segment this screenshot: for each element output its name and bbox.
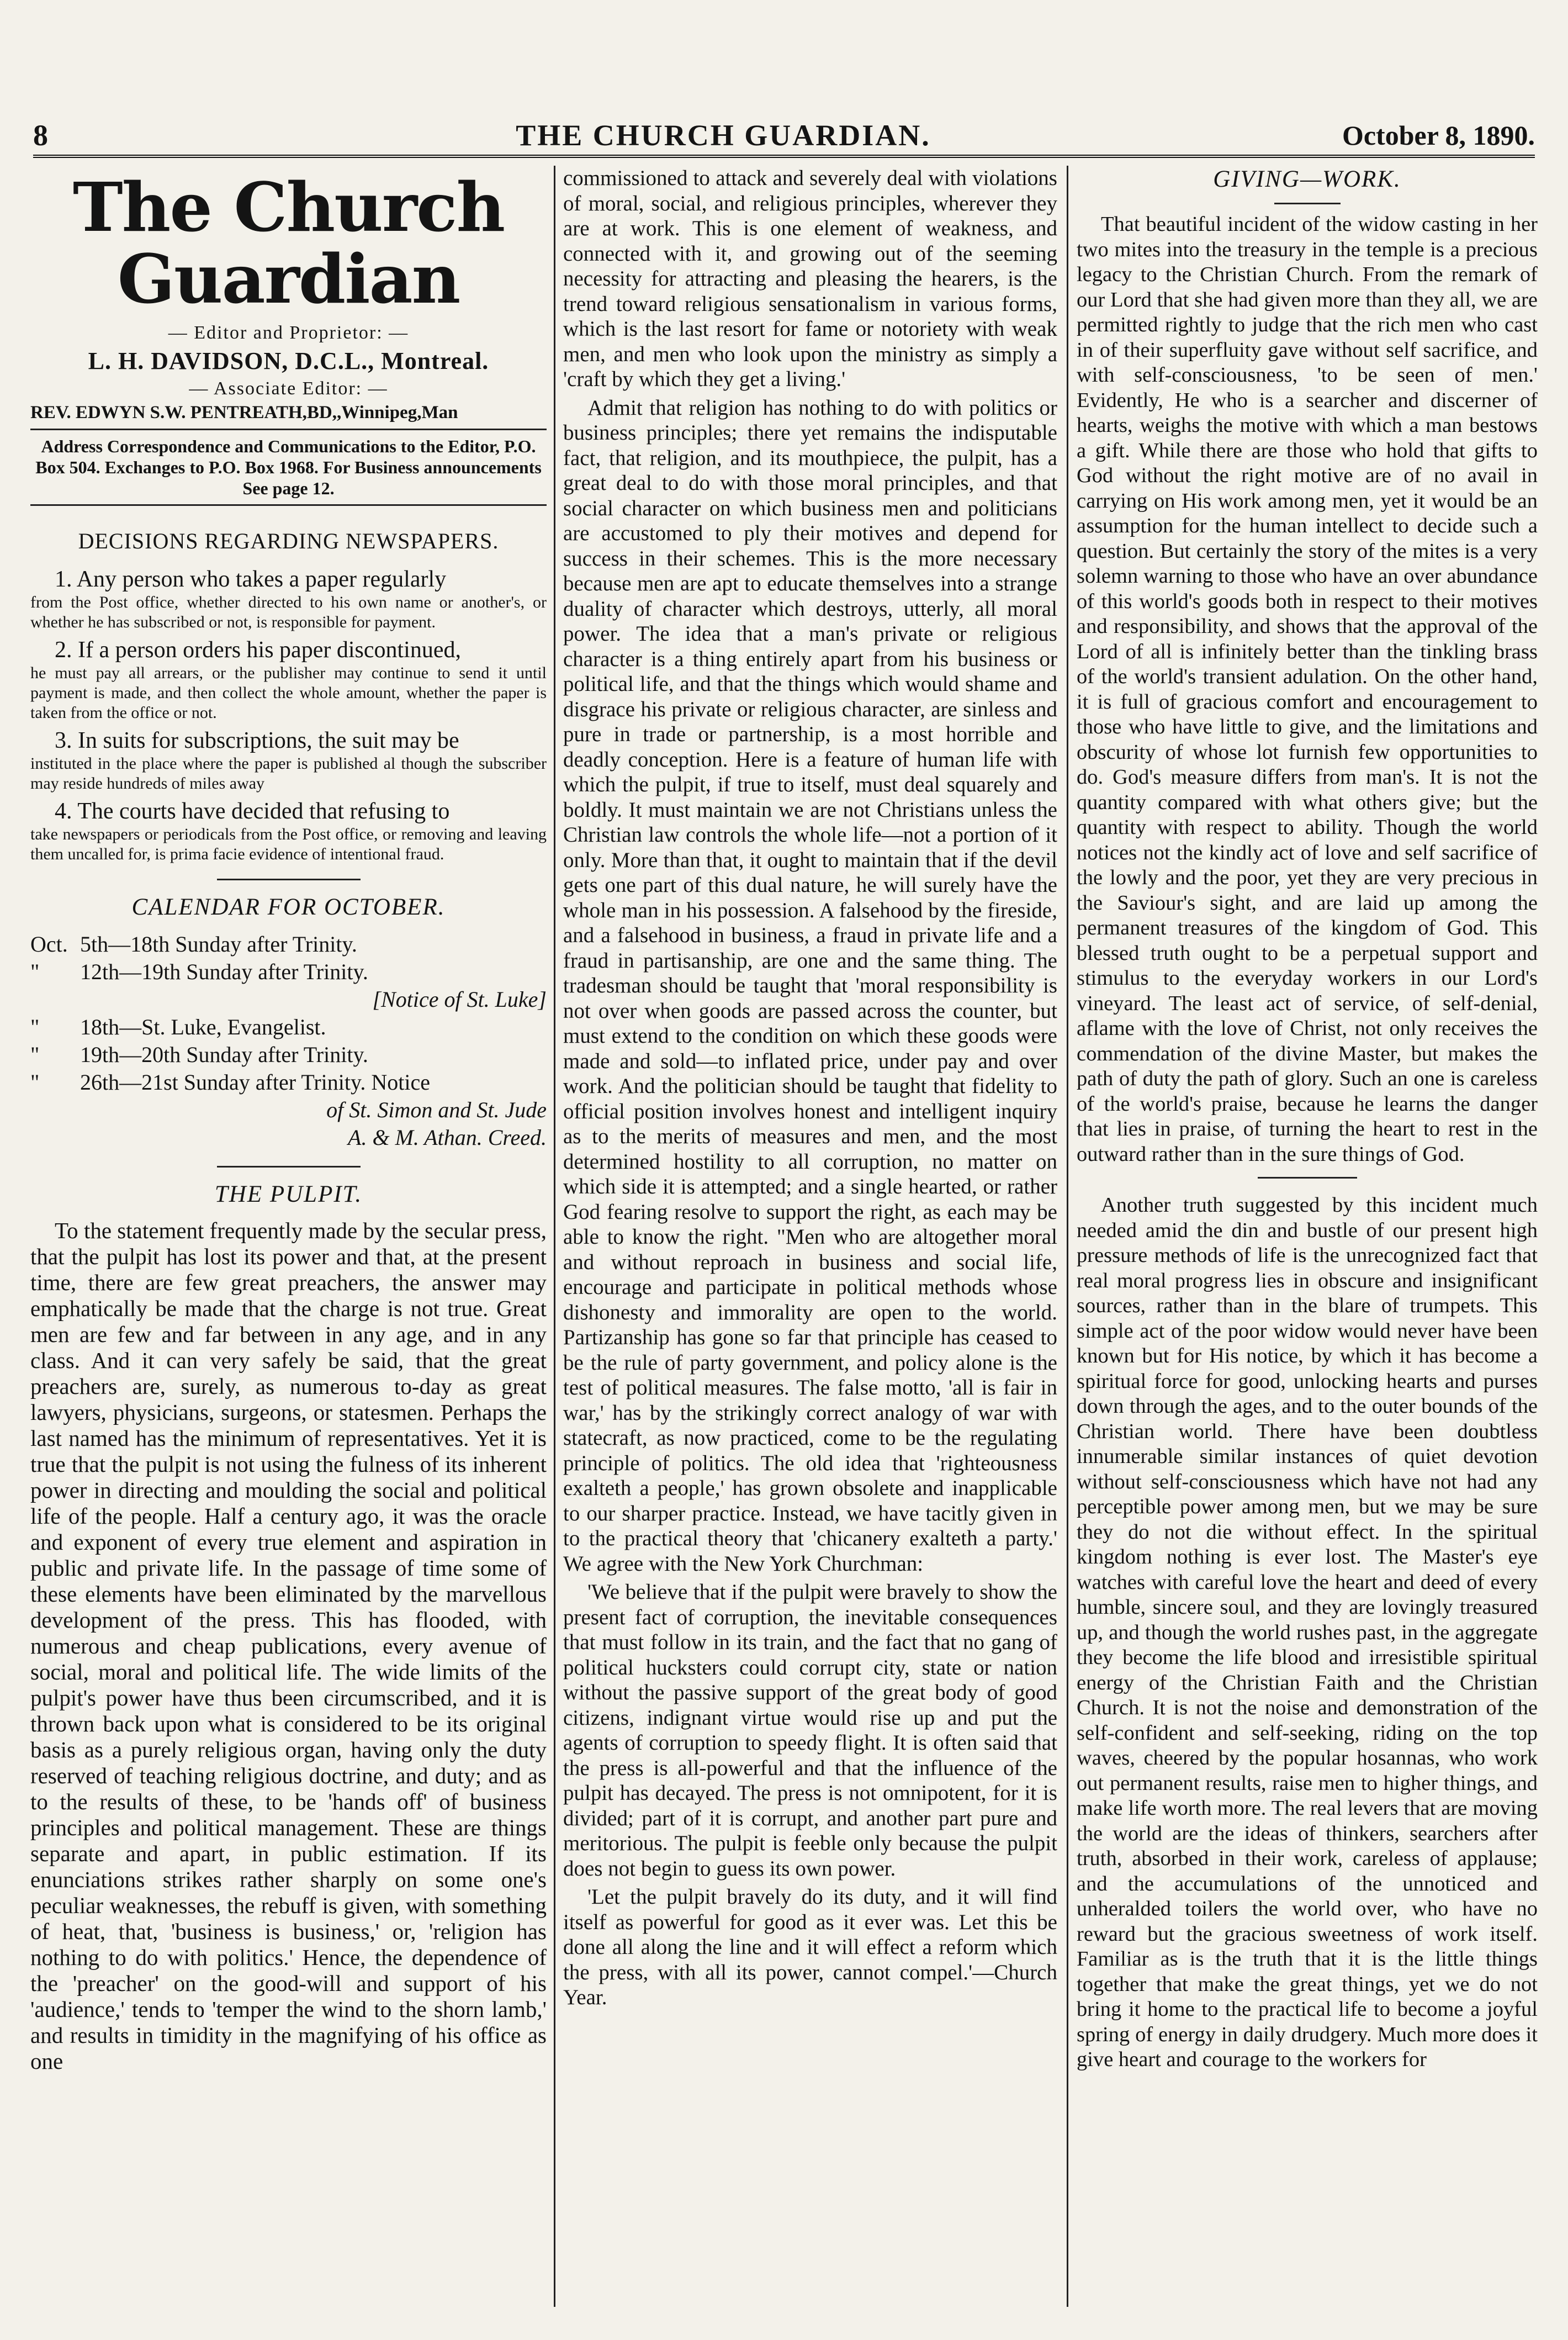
section-rule: [1274, 203, 1341, 204]
article-paragraph: To the statement frequently made by the secular press, that the pulpit has lost its power and that, at the present time, there are few great preachers, the answer may emphatically be made that the charge is not true. Great men are few and far between in any age, and in any class. And it can very safely be said, that the great preachers are, surely, as numerous to-day as great lawyers, physicians, surgeons, or statesmen. Perhaps the last named has the minimum of representatives. Yet it is true that the pulpit is not using the fulness of its inherent power in directing and moulding the social and political life of the people. Half a century ago, it was the oracle and exponent of every true element and aspiration in public and private life. In the passage of time some of these elements have been eliminated by the marvellous development of the press. This has flooded, with numerous and cheap publications, every avenue of social, moral and political life. The wide limits of the pulpit's power have thus been circumscribed, and it is thrown back upon what is considered to be its original basis as a purely religious organ, having only the duty reserved of teaching religious doctrine, and duty; and as to the results of these, to be 'hands off' of business principles and political management. These are things separate and apart, in public estimation. If its enunciations strikes rather sharply on some one's peculiar weaknesses, the rebuff is given, with something of heat, that, 'business is business,' or, 'religion has nothing to do with politics.' Hence, the dependence of the 'preacher' on the good-will and support of his 'audience,' tends to 'temper the wind to the shorn lamb,' and results in timidity in the magnifying of his office as one: [30, 1218, 547, 2074]
issue-date: October 8, 1890.: [1342, 120, 1535, 151]
article-paragraph: That beautiful incident of the widow casting in her two mites into the treasury in the temple is a precious legacy to the Christian Church. From the remark of our Lord that she had given more than they all, we are permitted rightly to judge that the rich men who cast in of their superfluity gave without self sacrifice, and with self-consciousness, 'to be seen of men.' Evidently, He who is a searcher and discerner of hearts, weighs the motive with which a man bestows a gift. While there are those who hold that gifts to God without the right motive are of no avail in carrying on His work among men, yet it would be an assumption for the human intellect to decide such a question. But certainly the story of the mites is a very solemn warning to those who have an over abundance of this world's goods both in respect to their motives and responsibility, and shows that the approval of the Lord of all is infinitely better than the tinkling brass of the world's transient adulation. On the other hand, it is full of gracious comfort and encouragement to those who have little to give, and the limitations and obscurity of whose lot furnish few opportunities to do. God's measure differs from man's. It is not the quantity compared with what others give; but the quantity with respect to ability. Though the world notices not the kindly act of love and self sacrifice of the lowly and the poor, yet they are very precious in the Saviour's sight, and are laid up among the permanent treasures of the kingdom of God. This blessed truth ought to be a perpetual support and stimulus to the everyday workers in our Lord's vineyard. The least act of service, of self-denial, aflame with the love of Christ, not only receives the commendation of the divine Master, but makes the path of duty the path of glory. Such an one is careless of the world's praise, because he learns the danger that lies in praise, of turning the heart to rest in the outward rather than in the sure things of God.: [1077, 213, 1538, 1166]
decision-item: 2. If a person orders his paper discontinued, he must pay all arrears, or the publisher may continue to send it until payment is made, and then collect the whole amount, whether the paper is taken from the office or not.: [30, 637, 547, 722]
page-number: 8: [33, 119, 48, 152]
calendar-row: " 12th—19th Sunday after Trinity.: [30, 959, 368, 984]
calendar-list: [30, 931, 547, 1151]
section-rule: [217, 879, 361, 880]
calendar-row: Oct. 5th—18th Sunday after Trinity.: [30, 932, 357, 957]
article-paragraph: Another truth suggested by this incident much needed amid the din and bustle of our present high pressure methods of life is the unrecognized fact that real moral progress lies in obscure and insignificant sources, rather than in the blare of trumpets. This simple act of the poor widow would never have been known but for His notice, by which it has become a spiritual force for good, unlocking hearts and purses down through the ages, and to the outer bounds of the Christian world. There have been doubtless innumerable similar instances of quiet devotion without self-consciousness which have not had any perceptible power among men, but we may be sure they do not die without effect. In the spiritual kingdom nothing is ever lost. The Master's eye watches with careful love the heart and deed of every humble, sincere soul, and they are lovingly treasured up, and though the world rushes past, in the aggregate they become the life blood and irresistible spiritual energy of the Christian Faith and the Christian Church. It is not the noise and demonstration of the self-confident and self-seeking, riding on the top waves, cheered by the popular hosannas, who work out permanent results, raise men to higher things, and make life worth more. The real levers that are moving the world are the ideas of thinkers, searchers after truth, absorbed in their work, careless of applause; and the accumulations of the unnoticed and unheralded toilers the world over, who have no reward but the gracious sweetness of work itself. Familiar as is the truth that it is the little things together that make the great things, yet we do not bring it home to the practical life to become a joyful spring of energy in daily drudgery. Much more does it give heart and courage to the workers for: [1077, 1193, 1538, 2071]
decision-item: 4. The courts have decided that refusing to take newspapers or periodicals from the Post office, or removing and leaving them uncalled for, is prima facie evidence of intentional fraud.: [30, 799, 547, 863]
masthead-title: The Church Guardian: [72, 167, 505, 319]
column-rule-2: [1067, 166, 1068, 2307]
article-paragraph: 'We believe that if the pulpit were bravely to show the present fact of corruption, the inevitable consequences that must follow in its train, and the fact that no gang of political hucksters could corrupt city, state or nation without the passive support of the great body of good citizens, indignant virtue would rise up and put the agents of corruption to speedy flight. It is often said that the press is all-powerful and that the influence of the pulpit has decayed. The press is not omnipotent, for it is divided; part of it is corrupt, and another part pure and meritorious. The pulpit is feeble only because the pulpit does not begin to guess its own power.: [563, 1580, 1057, 1881]
editor-label: — Editor and Proprietor: —: [168, 323, 409, 343]
editor-name: L. H. DAVIDSON, D.C.L., Montreal.: [88, 347, 489, 374]
section-rule: [1258, 1177, 1357, 1179]
pulpit-heading: THE PULPIT.: [214, 1181, 363, 1207]
calendar-row: " 26th—21st Sunday after Trinity. Notice: [30, 1070, 431, 1095]
decision-item: 3. In suits for subscriptions, the suit may be instituted in the place where the paper is published al though the subscriber may reside hundreds of miles away: [30, 728, 547, 793]
decision-item: 1. Any person who takes a paper regularly from the Post office, whether directed to his own name or another's, or whether he has subscribed or not, is responsible for payment.: [30, 567, 547, 631]
calendar-heading: CALENDAR FOR OCTOBER.: [131, 894, 446, 920]
assoc-editor-label: — Associate Editor: —: [189, 378, 388, 399]
calendar-row: of St. Simon and St. Jude: [326, 1097, 547, 1122]
calendar-row: A. & M. Athan. Creed.: [348, 1125, 547, 1150]
calendar-row: " 19th—20th Sunday after Trinity.: [30, 1042, 368, 1067]
running-title: THE CHURCH GUARDIAN.: [516, 119, 931, 152]
calendar-row: [Notice of St. Luke]: [372, 987, 547, 1012]
article-paragraph: commissioned to attack and severely deal with violations of moral, social, and religious principles, wherever they are at work. This is one element of weakness, and connected with it, and growing out of the seeming necessity for attracting and pleasing the hearers, is the trend toward religious sensationalism in various forms, which is the last resort for fame or notoriety with weak men, and men who look upon the ministry as simply a 'craft by which they get a living.': [563, 166, 1057, 391]
page-header: [33, 116, 1535, 158]
article-paragraph: 'Let the pulpit bravely do its duty, and it will find itself as powerful for good as it ever was. Let this be done all along the line and it will effect a reform which the press, with all its power, cannot compel.'—Church Year.: [563, 1885, 1057, 2009]
calendar-row: " 18th—St. Luke, Evangelist.: [30, 1015, 326, 1039]
address-notice: Address Correspondence and Communications to the Editor, P.O. Box 504. Exchanges to P.O. Box 1968. For Business announcements See page 12.: [30, 429, 547, 506]
column-3: [1077, 166, 1538, 2307]
giving-heading: GIVING—WORK.: [1213, 166, 1401, 192]
column-2: [563, 166, 1057, 2307]
column-1: [30, 166, 547, 2307]
assoc-editor-name: REV. EDWYN S.W. PENTREATH,BD,,Winnipeg,Man: [30, 403, 458, 422]
decisions-heading: DECISIONS REGARDING NEWSPAPERS.: [78, 529, 499, 553]
column-rule-1: [554, 166, 555, 2307]
section-rule: [217, 1166, 361, 1168]
article-paragraph: Admit that religion has nothing to do with politics or business principles; there yet remains the indisputable fact, that religion, and its mouthpiece, the pulpit, has a great deal to do with those moral principles, and that social character on which business men and politicians are accustomed to ply their motives and depend for success in their schemes. This is the more necessary because men are apt to educate themselves into a strange duality of character which destroys, utterly, all moral power. The idea that a man's private or religious character is a thing entirely apart from his business or political life, and that the things which would shame and disgrace his private or religious character, are sinless and pure in trade or partnership, is a most horrible and deadly conception. Here is a feature of human life with which the pulpit, if true to itself, must deal squarely and boldly. It must maintain we are not Christians unless the Christian law controls the whole life—not a portion of it only. More than that, it ought to maintain that if the devil gets one part of this dual nature, he will surely have the whole man in his possession. A falsehood by the fireside, and a falsehood in business, a fraud in private life and a fraud in partisanship, are one and the same thing. The tradesman should be taught that 'moral responsibility is not over when goods are passed across the counter, but must extend to the condition on which these goods were made and sold—to inflated price, under pay and over work. And the politician should be taught that fidelity to official position involves honest and intelligent inquiry as to the merits of measures and men, and the most determined hostility to all corruption, no matter on which side it is attempted; and a single hearted, or rather God fearing resolve to support the right, as each may be able to know the right. "Men who are altogether moral and without reproach in business and social life, encourage and participate in political methods whose dishonesty and immorality are open to the world. Partizanship has gone so far that principle has ceased to be the rule of party government, and policy alone is the test of political measures. The false motto, 'all is fair in war,' has by the strikingly correct analogy of war with statecraft, as now practiced, come to be the regulating principle of politics. The old idea that 'righteousness exalteth a people,' has grown obsolete and inapplicable to our sharper practice. Instead, we have tacitly given in to the practical theory that 'chicanery exalteth a party.' We agree with the New York Churchman:: [563, 395, 1057, 1576]
